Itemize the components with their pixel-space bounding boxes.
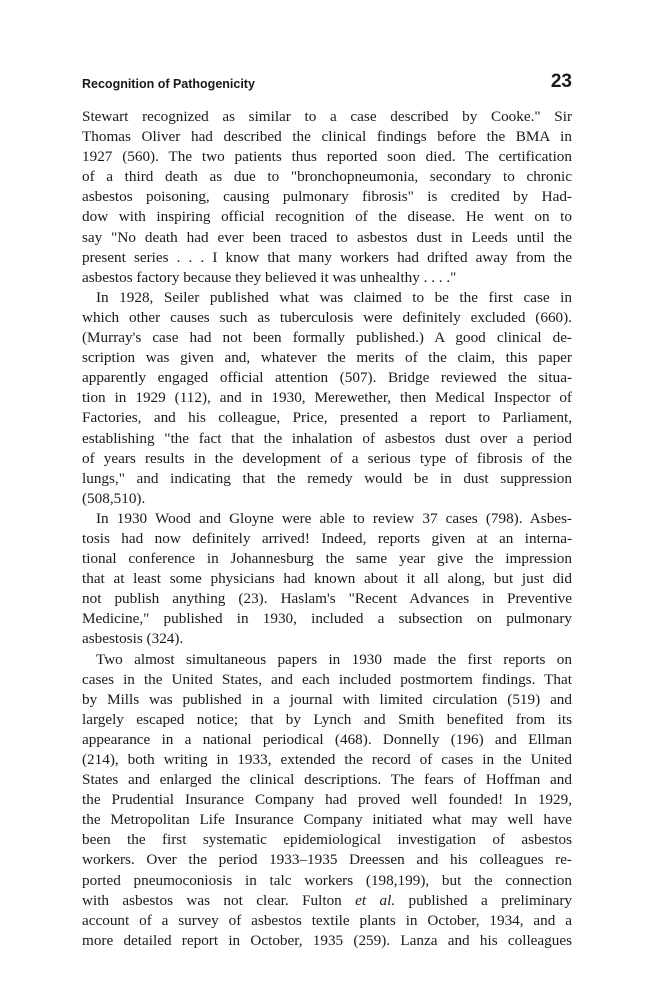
body-text bbox=[82, 107, 572, 951]
text-line: by Mills was published in a journal with limited circulation (519) and bbox=[82, 690, 572, 708]
text-line: (214), both writing in 1933, extended the record of cases in the United bbox=[82, 751, 572, 768]
text-line: not publish anything (23). Haslam's "Recent Advances in Preventive bbox=[82, 590, 572, 608]
text-line: of a third death as due to "bronchopneumonia, secondary to chronic bbox=[82, 168, 572, 186]
text-line: tosis had now definitely arrived! Indeed, reports given at an interna- bbox=[82, 529, 572, 547]
text-line: Stewart recognized as similar to a case described by Cooke." Sir bbox=[82, 108, 572, 125]
text-line: Factories, and his colleague, Price, presented a report to Parliament, bbox=[82, 409, 572, 427]
text-line: apparently engaged official attention (507). Bridge reviewed the situa- bbox=[82, 369, 572, 387]
text-line: 1927 (560). The two patients thus reported soon died. The certification bbox=[82, 148, 572, 166]
book-page bbox=[82, 70, 572, 951]
text-line: Thomas Oliver had described the clinical findings before the BMA in bbox=[82, 128, 572, 146]
text-line: present series . . . I know that many workers had drifted away from the bbox=[82, 248, 572, 266]
text-line: more detailed report in October, 1935 (259). Lanza and his colleagues bbox=[82, 931, 572, 949]
text-line: workers. Over the period 1933–1935 Dreessen and his colleagues re- bbox=[82, 851, 572, 869]
text-line: largely escaped notice; that by Lynch and Smith benefited from its bbox=[82, 710, 572, 728]
text-line: (Murray's case had not been formally published.) A good clinical de- bbox=[82, 329, 572, 347]
page-number: 23 bbox=[550, 71, 572, 92]
text-line: ported pneumoconiosis in talc workers (198,199), but the connection bbox=[82, 871, 572, 889]
text-line: the Prudential Insurance Company had proved well founded! In 1929, bbox=[82, 791, 572, 809]
running-title: Recognition of Pathogenicity bbox=[82, 77, 255, 91]
text-line: Medicine," published in 1930, included a subsection on pulmonary bbox=[82, 610, 572, 628]
text-line: cases in the United States, and each included postmortem findings. That bbox=[82, 670, 572, 688]
text-line: been the first systematic epidemiological investigation of asbestos bbox=[82, 831, 572, 849]
text-line: of years results in the development of a serious type of fibrosis of the bbox=[82, 449, 572, 467]
text-line: which other causes such as tuberculosis were definitely excluded (660). bbox=[82, 308, 572, 326]
text-line: asbestos poisoning, causing pulmonary fibrosis" is credited by Had- bbox=[82, 188, 572, 206]
text-line: the Metropolitan Life Insurance Company initiated what may well have bbox=[82, 811, 572, 829]
running-head bbox=[82, 70, 572, 100]
text-line: asbestos factory because they believed it was unhealthy . . . ." bbox=[82, 268, 457, 286]
text-line: In 1928, Seiler published what was claimed to be the first case in bbox=[96, 288, 572, 306]
text-line: account of a survey of asbestos textile plants in October, 1934, and a bbox=[82, 911, 572, 929]
text-line: that at least some physicians had known about it all along, but just did bbox=[82, 570, 572, 588]
text-line: Two almost simultaneous papers in 1930 made the first reports on bbox=[96, 650, 572, 668]
text-line: dow with inspiring official recognition of the disease. He went on to bbox=[82, 208, 572, 226]
text-line: with asbestos was not clear. Fulton et al. published a preliminary bbox=[82, 891, 573, 909]
text-line: establishing "the fact that the inhalation of asbestos dust over a period bbox=[82, 429, 572, 447]
text-line: lungs," and indicating that the remedy would be in dust suppression bbox=[82, 469, 572, 487]
text-line: say "No death had ever been traced to asbestos dust in Leeds until the bbox=[82, 228, 572, 246]
text-line: scription was given and, whatever the merits of the claim, this paper bbox=[82, 349, 572, 367]
text-line: tion in 1929 (112), and in 1930, Merewether, then Medical Inspector of bbox=[82, 389, 572, 407]
paragraph bbox=[82, 107, 572, 288]
paragraph bbox=[82, 650, 572, 951]
paragraph bbox=[82, 509, 572, 650]
text-line: asbestosis (324). bbox=[82, 630, 184, 648]
paragraph bbox=[82, 288, 572, 509]
text-line: (508,510). bbox=[82, 489, 146, 507]
text-line: tional conference in Johannesburg the same year give the impression bbox=[82, 550, 572, 568]
text-line: In 1930 Wood and Gloyne were able to review 37 cases (798). Asbes- bbox=[96, 509, 572, 527]
text-line: appearance in a national periodical (468). Donnelly (196) and Ellman bbox=[82, 730, 572, 748]
text-line: States and enlarged the clinical descriptions. The fears of Hoffman and bbox=[82, 771, 572, 789]
